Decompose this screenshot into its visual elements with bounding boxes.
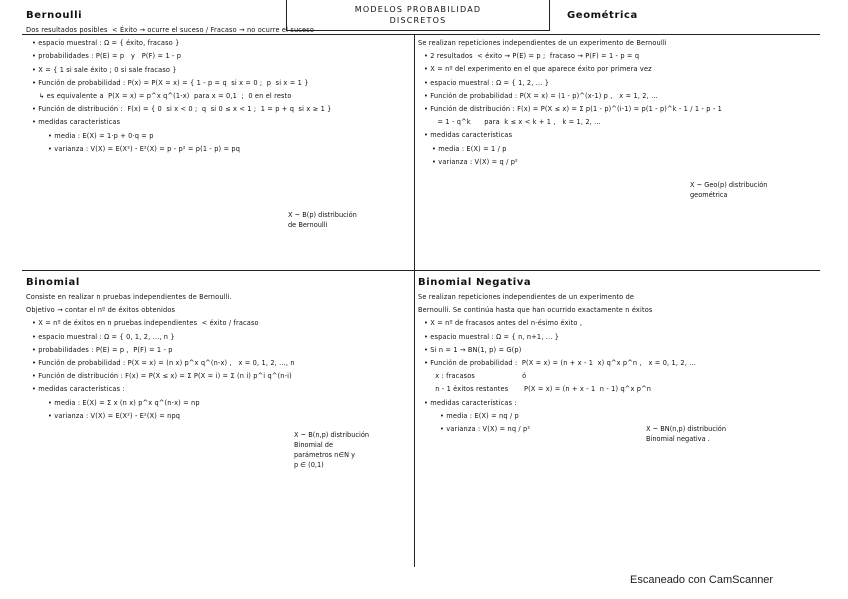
section-line: Bernoulli. Se continúa hasta que han ocurrido exactamente n éxitos (418, 306, 653, 315)
title-line-2: DISCRETOS (389, 16, 447, 25)
section-line: • Función de probabilidad : P(X = x) = (1 - p)^(x-1) p , x = 1, 2, ... (424, 91, 658, 100)
section-line: = 1 - q^k para k ≤ x < k + 1 , k = 1, 2, ... (424, 118, 601, 127)
section-line: • X = nº de éxitos en n pruebas independientes < éxito / fracaso (32, 319, 259, 328)
section-line: • X = nº de fracasos antes del n-ésimo éxito , (424, 319, 583, 328)
title-line-1: MODELOS PROBABILIDAD (354, 5, 482, 14)
section-line: • media : E(X) = nq / p (440, 411, 519, 420)
section-line: • probabilidades : P(E) = p y P(F) = 1 - p (32, 52, 182, 61)
section-line: Dos resultados posibles < Éxito → ocurre el suceso / Fracaso → no ocurre el suceso (26, 26, 315, 34)
section-line: • Función de distribución : F(x) = { 0 si x < 0 ; q si 0 ≤ x < 1 ; 1 = p + q si x ≥ 1 } (32, 105, 332, 114)
section-line: • media : E(X) = 1 / p (432, 144, 507, 153)
section-line: • Si n = 1 → BN(1, p) = G(p) (424, 345, 522, 354)
binomial-note: X ~ B(n,p) distribución Binomial de parámetros n∈N y p ∈ (0,1) (294, 431, 370, 469)
section-line: Objetivo → contar el nº de éxitos obtenidos (26, 306, 176, 315)
section-line: • espacio muestral : Ω = { 0, 1, 2, ..., n } (32, 332, 175, 341)
bernoulli-note: X ~ B(p) distribución de Bernoulli (288, 211, 357, 229)
section-line: • espacio muestral : Ω = { éxito, fracaso } (32, 39, 180, 48)
notes-sheet (22, 0, 822, 578)
divider-middle (22, 270, 820, 271)
section-line: • varianza : V(X) = q / p² (432, 157, 518, 166)
section-line: ↳ es equivalente a P(X = x) = p^x q^(1-x) para x = 0,1 ; 0 en el resto (32, 92, 292, 101)
section-line: • media : E(X) = Σ x (n x) p^x q^(n-x) = np (48, 398, 200, 407)
section-geometrica (418, 37, 818, 169)
section-binomial (26, 277, 411, 423)
section-line: • Función de probabilidad : P(X = x) = (n + x - 1 x) q^x p^n , x = 0, 1, 2, ... (424, 359, 696, 368)
section-line: • X = nº del experimento en el que aparece éxito por primera vez (424, 65, 652, 74)
binomial-negativa-note: X ~ BN(n,p) distribución Binomial negativa . (646, 425, 727, 443)
section-line: • medidas características (32, 118, 121, 127)
section-line: • espacio muestral : Ω = { n, n+1, ... } (424, 332, 560, 341)
section-title: Binomial (26, 277, 80, 288)
section-line: • Función de distribución : F(x) = P(X ≤ x) = Σ p(1 - p)^(i-1) = p(1 - p)^k - 1 / 1 - p - 1 (424, 105, 722, 114)
section-line: • medidas características : (424, 398, 517, 407)
section-title: Binomial Negativa (418, 277, 532, 288)
scanner-watermark: Escaneado con CamScanner (630, 574, 774, 586)
section-binomial-negativa (418, 277, 818, 436)
section-line: • varianza : V(X) = E(X²) - E²(X) = npq (48, 411, 181, 420)
section-line: • varianza : V(X) = nq / p² (440, 425, 531, 434)
section-line: • medidas características (424, 131, 513, 140)
section-line: • Función de probabilidad : P(X = x) = (n x) p^x q^(n-x) , x = 0, 1, 2, ..., n (32, 359, 295, 368)
geometrica-title-wrap (567, 10, 638, 24)
geometrica-note: X ~ Geo(p) distribución geométrica (690, 181, 768, 199)
section-title: Geométrica (567, 10, 638, 21)
section-line: Se realizan repeticiones independientes de un experimento de Bernoulli (418, 39, 667, 47)
section-line: Consiste en realizar n pruebas independientes de Bernoulli. (26, 293, 232, 301)
section-line: • espacio muestral : Ω = { 1, 2, ... } (424, 78, 550, 87)
section-line: • Función de probabilidad : P(x) = P(X = x) = { 1 - p = q si x = 0 ; p si x = 1 } (32, 78, 309, 87)
section-line: x : fracasos ó (424, 372, 527, 381)
section-line: • medidas características : (32, 385, 125, 394)
divider-vertical (414, 34, 415, 567)
section-line: • X = { 1 si sale éxito ; 0 si sale fracaso } (32, 65, 177, 74)
section-line: • Función de distribución : F(x) = P(X ≤ x) = Σ P(X = i) = Σ (n i) p^i q^(n-i) (32, 372, 292, 381)
section-line: • media : E(X) = 1·p + 0·q = p (48, 131, 154, 140)
section-line: • 2 resultados < éxito → P(E) = p ; fracaso → P(F) = 1 - p = q (424, 52, 640, 61)
section-line: n - 1 éxitos restantes P(X = x) = (n + x - 1 n - 1) q^x p^n (424, 385, 652, 394)
section-line: • varianza : V(X) = E(X²) - E²(X) = p - p² = p(1 - p) = pq (48, 144, 241, 153)
section-line: • probabilidades : P(E) = p , P(F) = 1 - p (32, 345, 173, 354)
section-line: Se realizan repeticiones independientes de un experimento de (418, 293, 635, 301)
section-bernoulli (26, 10, 411, 156)
section-title: Bernoulli (26, 10, 83, 21)
